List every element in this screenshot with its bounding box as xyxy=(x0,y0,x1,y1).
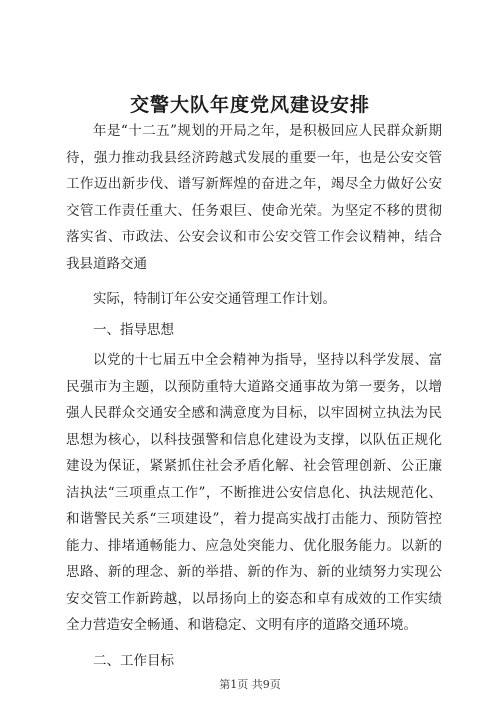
section-heading-guiding-ideology: 一、指导思想 xyxy=(93,321,174,338)
intro-continuation-paragraph: 实际，特制订年公安交通管理工作计划。 xyxy=(93,291,336,307)
document-body xyxy=(66,118,442,678)
intro-paragraph: 年是“十二五”规划的开局之年，是积极回应人民群众新期待，强力推动我县经济跨越式发展的重要一年，也是公安交管工作迈出新步伐、谱写新辉煌的奋进之年，竭尽全力做好公安交管工作责任重大、任务艰巨、使命光荣。为坚定不移的贯彻落实省、市政法、公安会议和市公安交管工作会议精神，结合我县道路交通 xyxy=(66,123,442,272)
section-heading-work-goals: 二、工作目标 xyxy=(93,652,174,669)
guiding-ideology-paragraph: 以党的十七届五中全会精神为指导，坚持以科学发展、富民强市为主题，以预防重特大道路交通事故为第一要务，以增强人民群众交通安全感和满意度为目标，以牢固树立执法为民思想为核心，以科技强警和信息化建设为支撑，以队伍正规化建设为保证，紧紧抓住社会矛盾化解、社会管理创新、公正廉洁执法“三项重点工作”，不断推进公安信息化、执法规范化、和谐警民关系“三项建设”，着力提高实战打击能力、预防管控能力、排堵通畅能力、应急处突能力、优化服务能力。以新的思路、新的理念、新的举措、新的作为、新的业绩努力实现公安交管工作新跨越，以昂扬向上的姿态和卓有成效的工作实绩全力营造安全畅通、和谐稳定、文明有序的道路交通环境。 xyxy=(66,352,442,633)
page-footer: 第1页 共9页 xyxy=(219,678,281,691)
document-title: 交警大队年度党风建设安排 xyxy=(129,94,370,116)
